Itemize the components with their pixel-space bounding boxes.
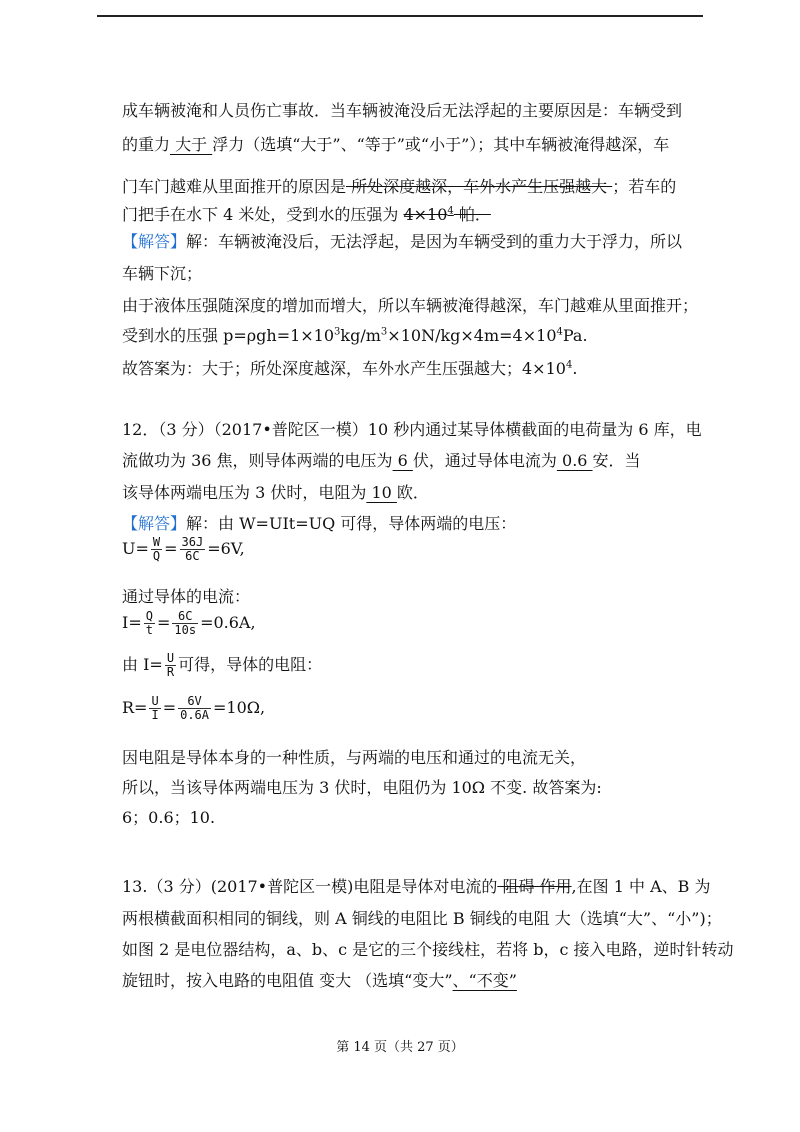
text: 解：车辆被淹没后，无法浮起，是因为车辆受到的重力大于浮力，所以 [186, 232, 683, 251]
q11-solution-line-3 [122, 296, 698, 315]
text: 的重力 [122, 135, 171, 154]
q11-line-2 [122, 135, 669, 154]
q12-solution-line-5 [122, 808, 215, 827]
q13-line-3 [122, 940, 734, 959]
answer-blank: 阻碍 作用 [497, 877, 572, 896]
q12-solution-line-2 [122, 587, 250, 606]
q12-solution-line-4 [122, 778, 602, 797]
answer-tag: 【解答】 [122, 232, 187, 251]
formula-resistance: R= $\frac{U}{I}$ = $\frac{6V}{0.6A}$ =10Ω, [122, 694, 266, 723]
fraction: $\frac{6C}{10s}$ [174, 609, 197, 638]
answer-blank: 10 [366, 483, 397, 502]
q11-solution-line-5: 故答案为：大于；所处深度越深，车外水产生压强越大；$4\times 10^4$. [122, 359, 578, 378]
fraction: $\frac{W}{Q}$ [152, 535, 161, 564]
text: 所以，当该导体两端电压为 3 伏时，电阻仍为 10Ω 不变. 故答案为: [122, 778, 602, 797]
q12-solution-line-3 [122, 748, 586, 767]
text: ；若车的 [612, 177, 677, 196]
text: 解：由 W=UIt=UQ 可得，导体两端的电压： [186, 514, 517, 533]
q11-line-4 [122, 205, 491, 224]
answer-blank: $4\times 10^4$ 帕． [403, 205, 491, 224]
q13-line-2 [122, 909, 722, 928]
text: 门把手在水下 4 米处，受到水的压强为 [122, 205, 404, 224]
answer-blank: 6 [392, 451, 413, 470]
text: 浮力（选填“大于”、“等于”或“小于”）；其中车辆被淹得越深，车 [212, 135, 670, 154]
question-text: 如图 2 是电位器结构，a、b、c 是它的三个接线柱，若将 b，c 接入电路，逆时针转动 [122, 940, 734, 959]
fraction: $\frac{U}{R}$ [166, 651, 175, 680]
fraction: $\frac{36J}{6C}$ [181, 535, 204, 564]
answer-tag: 【解答】 [122, 514, 187, 533]
text: 成车辆被淹和人员伤亡事故．当车辆被淹没后无法浮起的主要原因是：车辆受到 [122, 101, 683, 120]
fraction: $\frac{U}{I}$ [151, 694, 159, 723]
q11-line-3 [122, 177, 676, 196]
q11-line-1 [122, 101, 682, 120]
q11-solution-line-1 [122, 232, 682, 251]
q13-line-4: 旋钮时，按入电路的电阻值 变大 （选填“变大”、“不变” [122, 971, 517, 990]
fraction: $\frac{Q}{t}$ [145, 609, 153, 638]
answer-blank: 大于 [170, 135, 213, 154]
text: 由于液体压强随深度的增加而增大，所以车辆被淹得越深，车门越难从里面推开； [122, 296, 699, 315]
text: 通过导体的电流： [122, 587, 251, 606]
formula-voltage: U= $\frac{W}{Q}$ = $\frac{36J}{6C}$ =6V, [122, 535, 245, 564]
formula-current: I= $\frac{Q}{t}$ = $\frac{6C}{10s}$ =0.6A, [122, 609, 256, 638]
question-text: 两根横截面积相同的铜线，则 A 铜线的电阻比 B 铜线的电阻 大（选填“大”、“小”)； [122, 909, 722, 928]
text: 6；0.6；10. [122, 808, 216, 827]
header-rule [97, 15, 703, 17]
text: 车辆下沉； [122, 264, 203, 283]
q13-line-1: 13.（3 分）(2017•普陀区一模)电阻是导体对电流的 阻碍 作用,在图 1 中 A、B 为 [122, 877, 711, 896]
q12-line-3: 该导体两端电压为 3 伏时，电阻为 10 欧． [122, 483, 429, 502]
q11-solution-line-2 [122, 264, 202, 283]
q11-solution-line-4: 受到水的压强 $p=\rho gh=1\times 10^3kg/m^3\times 10N/kg\times 4m=4\times 10^4Pa$. [122, 326, 588, 345]
fraction: $\frac{6V}{0.6A}$ [180, 694, 209, 723]
text: 因电阻是导体本身的一种性质，与两端的电压和通过的电流无关， [122, 748, 587, 767]
answer-blank: 0.6 [556, 451, 593, 470]
text: 门车门越难从里面推开的原因是 [122, 177, 347, 196]
answer-blank: 所处深度越深，车外水产生压强越大 [346, 177, 613, 196]
q12-line-1 [122, 420, 702, 439]
q12-solution-line-1 [122, 514, 516, 533]
q12-line-2: 流做功为 36 焦，则导体两端的电压为 6 伏，通过导体电流为 0.6 安．当 [122, 451, 641, 470]
page-footer: 第 14 页（共 27 页） [336, 1040, 464, 1055]
question-text: 12．（3 分）（2017•普陀区一模）10 秒内通过某导体横截面的电荷量为 6 库，电 [122, 420, 702, 439]
formula-ohm: 由 I= $\frac{U}{R}$ 可得，导体的电阻： [122, 651, 323, 680]
answer-blank: 、“不变” [452, 971, 517, 990]
